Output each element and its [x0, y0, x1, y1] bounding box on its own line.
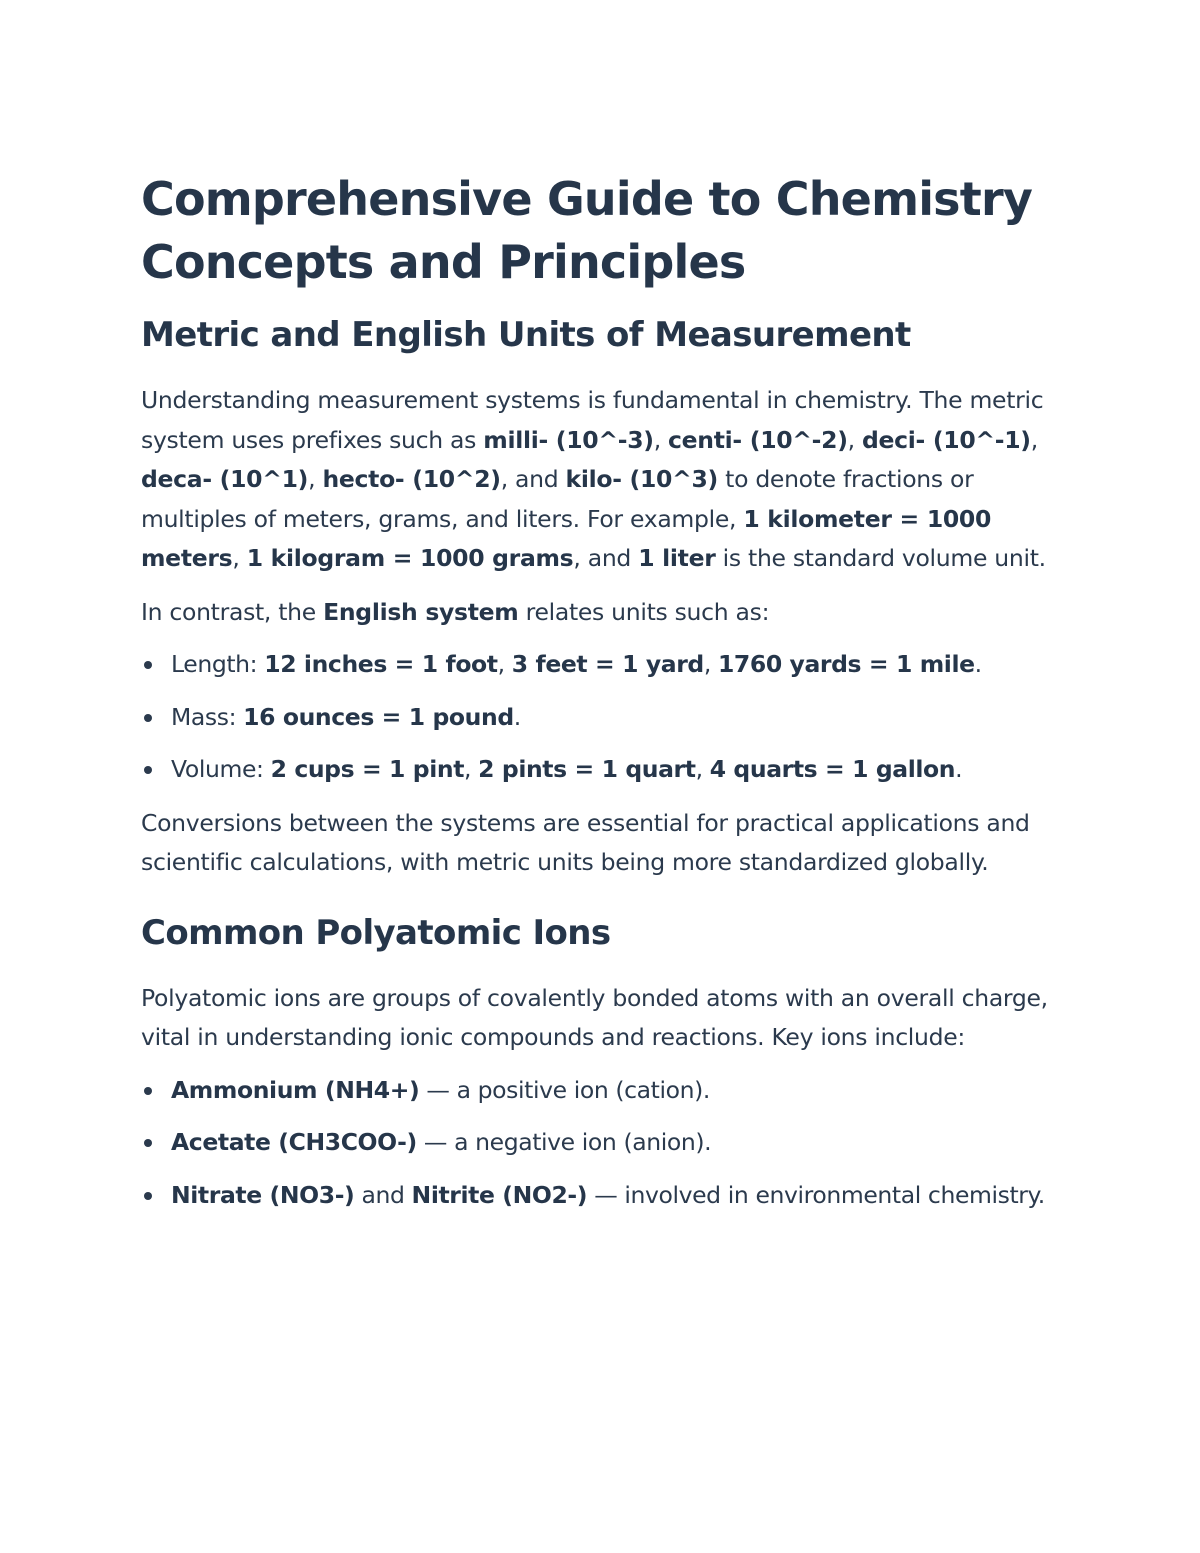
bullet-dot	[144, 1087, 152, 1095]
bold-term: Ammonium (NH4+)	[171, 1075, 420, 1104]
conversions-paragraph: Conversions between the systems are essential for practical applications and scientific calculations, with metric units being more standardized globally.	[141, 808, 1030, 876]
document-title: Comprehensive Guide to Chemistry Concepts and Principles	[141, 172, 1033, 289]
list-item-volume	[141, 750, 1071, 790]
bold-term: 1760 yards = 1 mile	[717, 650, 975, 678]
list-item-label: Length:	[171, 650, 265, 678]
bold-term: 4 quarts = 1 gallon	[709, 755, 956, 783]
text-run: .	[955, 755, 963, 783]
units-intro-paragraph	[141, 381, 1071, 579]
polyatomic-ions-list	[141, 1071, 1071, 1216]
list-item-length	[141, 645, 1071, 685]
text-run: to denote fractions or multiples of meters, grams, and liters. For example,	[141, 465, 974, 533]
bullet-dot	[144, 714, 152, 722]
text-run: ,	[232, 544, 247, 572]
document-page	[141, 168, 1071, 1215]
list-item-nitrate-nitrite	[141, 1176, 1071, 1216]
bold-term: hecto- (10^2)	[322, 465, 501, 493]
bold-term: deca- (10^1)	[141, 465, 309, 493]
text-run: ,	[653, 425, 669, 454]
bullet-dot	[144, 661, 152, 669]
text-run: — a positive ion (cation).	[419, 1075, 710, 1104]
bold-term: Acetate (CH3COO-)	[171, 1128, 417, 1156]
text-run: In contrast, the	[141, 597, 324, 626]
list-item-acetate	[141, 1123, 1071, 1163]
text-run: Understanding measurement systems is fundamental in chemistry. The metric system uses prefixes such as	[141, 386, 1044, 454]
section-heading-polyatomic-ions: Common Polyatomic Ions	[141, 912, 611, 953]
bold-term: Nitrate (NO3-)	[171, 1180, 355, 1209]
bold-term: 1 kilometer = 1000 meters	[141, 504, 992, 572]
bold-term: 12 inches = 1 foot	[264, 650, 498, 678]
list-item-label: Mass:	[171, 702, 244, 731]
bold-term: milli- (10^-3)	[483, 425, 654, 454]
english-system-paragraph	[141, 593, 1071, 633]
bold-term: 2 pints = 1 quart	[478, 755, 696, 783]
text-run: — a negative ion (anion).	[416, 1128, 712, 1156]
bullet-dot	[144, 1139, 152, 1147]
bold-term: 16 ounces = 1 pound	[243, 702, 514, 731]
text-run: ,	[1030, 425, 1038, 454]
bold-term: 2 cups = 1 pint	[270, 755, 465, 783]
text-run: relates units such as:	[518, 597, 770, 626]
polyatomic-intro-paragraph: Polyatomic ions are groups of covalently bonded atoms with an overall charge, vital in understanding ionic compounds and reactions. Key ions include:	[141, 983, 1048, 1051]
bold-term: 1 kilogram = 1000 grams	[246, 544, 574, 572]
text-run: ,	[695, 755, 710, 783]
text-run: ,	[497, 650, 512, 678]
bold-term: 1 liter	[638, 544, 716, 572]
text-run: and	[354, 1180, 412, 1209]
text-run: — involved in environmental chemistry.	[587, 1180, 1045, 1209]
text-run: .	[974, 650, 982, 678]
text-run: .	[513, 702, 521, 731]
text-run: ,	[703, 650, 718, 678]
bullet-dot	[144, 1192, 152, 1200]
bullet-dot	[144, 766, 152, 774]
english-units-list	[141, 645, 1071, 790]
bold-term: English system	[323, 597, 519, 626]
list-item-label: Volume:	[171, 755, 271, 783]
text-run: , and	[573, 544, 639, 572]
section-heading-units: Metric and English Units of Measurement	[141, 315, 911, 355]
bold-term: kilo- (10^3)	[565, 465, 718, 493]
text-run: ,	[847, 425, 862, 454]
text-run: , and	[500, 465, 566, 493]
list-item-ammonium	[141, 1071, 1071, 1111]
text-run: ,	[308, 465, 323, 493]
text-run: is the standard volume unit.	[715, 544, 1046, 572]
bold-term: deci- (10^-1)	[861, 425, 1031, 454]
bold-term: 3 feet = 1 yard	[511, 650, 704, 678]
bold-term: centi- (10^-2)	[668, 425, 848, 454]
text-run: ,	[464, 755, 479, 783]
list-item-mass	[141, 698, 1071, 738]
bold-term: Nitrite (NO2-)	[411, 1180, 588, 1209]
